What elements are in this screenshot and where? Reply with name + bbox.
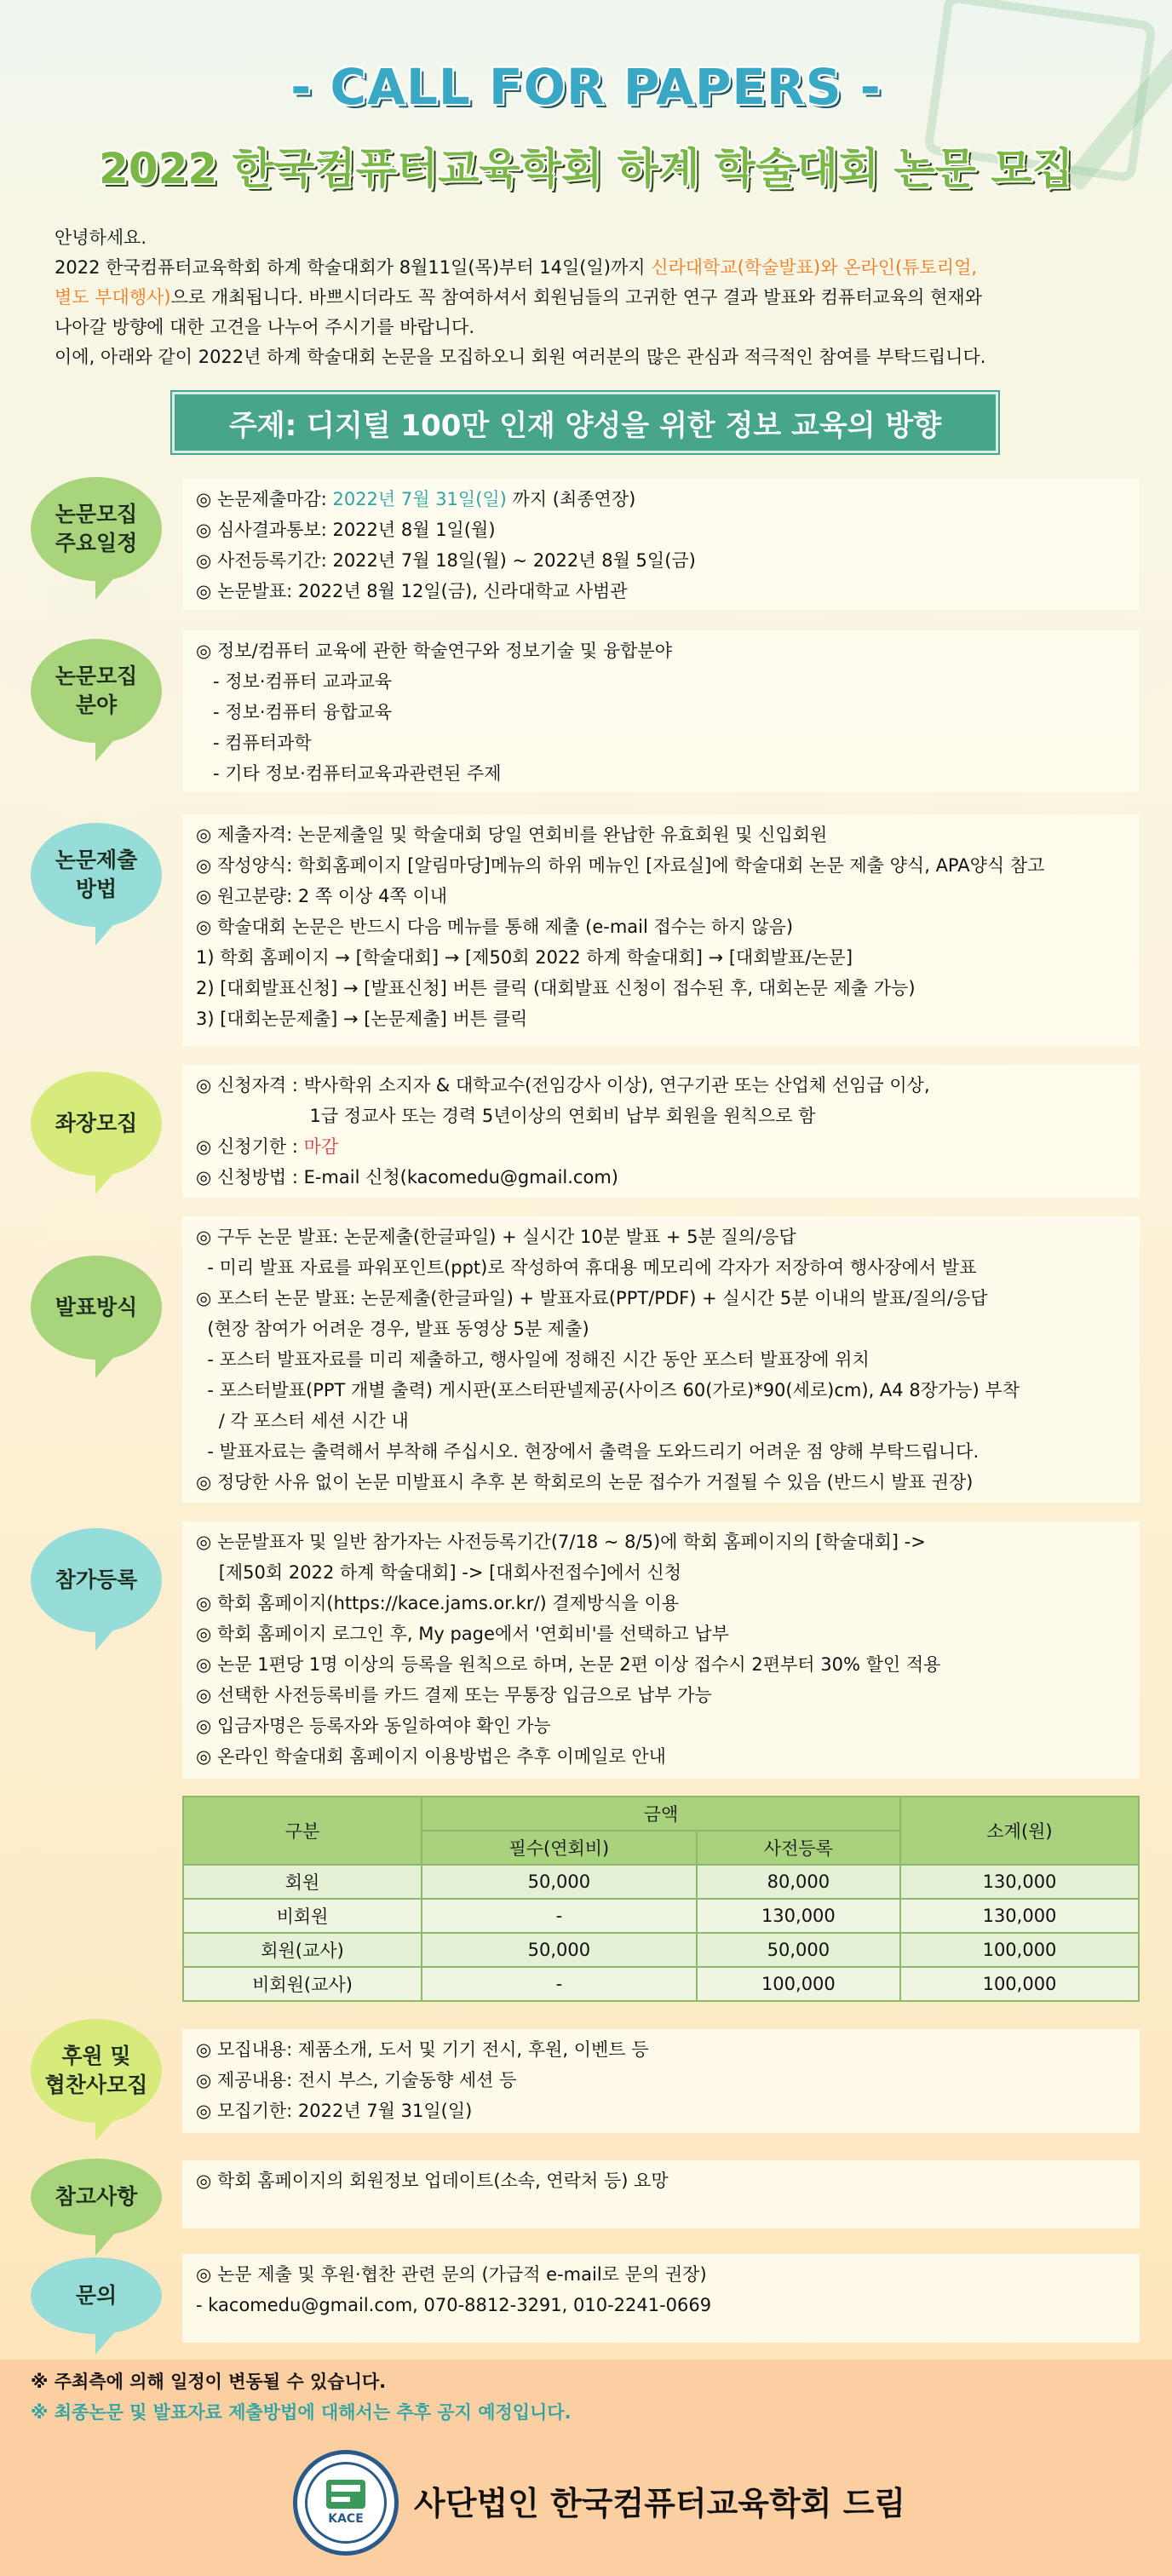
chair-label-text: 좌장모집	[55, 1111, 138, 1136]
field-line: - 기타 정보·컴퓨터교육과관련된 주제	[196, 763, 502, 784]
intro-line-3: 나아갈 방향에 대한 고견을 나누어 주시기를 바랍니다.	[55, 317, 475, 337]
presentation-line: ◎ 정당한 사유 없이 논문 미발표시 추후 본 학회로의 논문 접수가 거절될 수 있음 (반드시 발표 권장)	[196, 1472, 974, 1492]
fee-category: 회원(교사)	[183, 1933, 422, 1967]
registration-box	[182, 1521, 1140, 1779]
chair-box	[182, 1065, 1140, 1198]
intro-line-2-text: 으로 개최됩니다. 바쁘시더라도 꼭 참여하셔서 회원님들의 고귀한 연구 결과 발표와 컴퓨터교육의 현재와	[170, 287, 982, 308]
sponsor-line: ◎ 모집내용: 제품소개, 도서 및 기기 전시, 후원, 이벤트 등	[196, 2039, 649, 2060]
submission-line: ◎ 제출자격: 논문제출일 및 학술대회 당일 연회비를 완납한 유효회원 및 신입회원	[196, 825, 828, 845]
reference-box	[182, 2160, 1140, 2228]
sponsor-line: ◎ 모집기한: 2022년 7월 31일(일)	[196, 2101, 473, 2121]
theme-banner: 주제: 디지털 100만 인재 양성을 위한 정보 교육의 방향	[172, 392, 998, 453]
field-line: - 정보·컴퓨터 융합교육	[196, 702, 393, 722]
submission-line: 3) [대회논문제출] → [논문제출] 버튼 클릭	[196, 1009, 528, 1029]
registration-line: ◎ 학회 홈페이지 로그인 후, My page에서 '연회비'를 선택하고 납부	[196, 1624, 729, 1644]
table-row	[183, 1933, 1139, 1967]
fee-prereg: 50,000	[697, 1933, 900, 1967]
venue-highlight: 신라대학교(학술발표)와 온라인(튜토리얼,	[651, 257, 978, 278]
deadline-prefix: ◎ 논문제출마감:	[196, 489, 333, 509]
logo-seal	[305, 2462, 387, 2544]
registration-line: ◎ 입금자명은 등록자와 동일하여야 확인 가능	[196, 1716, 551, 1736]
fee-header-amount: 금액	[422, 1797, 900, 1831]
submission-box	[182, 814, 1140, 1046]
chair-line: ◎ 신청방법 : E-mail 신청(kacomedu@gmail.com)	[196, 1167, 618, 1187]
registration-line: ◎ 학회 홈페이지(https://kace.jams.or.kr/) 결제방식을 이용	[196, 1593, 680, 1613]
fee-subtotal: 130,000	[900, 1865, 1139, 1899]
chair-line: ◎ 신청자격 : 박사학위 소지자 & 대학교수(전임강사 이상), 연구기관 또는 산업체 선임급 이상,	[196, 1075, 930, 1095]
field-label	[31, 639, 162, 743]
sponsor-label-line-2: 협찬사모집	[44, 2073, 148, 2097]
presentation-line: - 미리 발표 자료를 파워포인트(ppt)로 작성하여 휴대용 메모리에 각자가 저장하여 행사장에서 발표	[196, 1257, 977, 1278]
fee-category: 회원	[183, 1865, 422, 1899]
sponsor-line: ◎ 제공내용: 전시 부스, 기술동향 세션 등	[196, 2070, 517, 2090]
sponsor-box	[182, 2029, 1140, 2133]
chair-deadline-value: 마감	[303, 1136, 339, 1157]
bubble-tail	[95, 574, 118, 600]
chair-line: 1급 정교사 또는 경력 5년이상의 연회비 납부 회원을 원칙으로 함	[196, 1106, 816, 1126]
inquiry-contact: - kacomedu@gmail.com, 070-8812-3291, 010-2241-0669	[196, 2295, 712, 2315]
bubble-tail	[95, 920, 118, 946]
field-line: - 컴퓨터과학	[196, 733, 312, 753]
submission-line: ◎ 작성양식: 학회홈페이지 [알림마당]메뉴의 하위 메뉴인 [자료실]에 학술대회 논문 제출 양식, APA양식 참고	[196, 855, 1045, 876]
fee-subtotal: 130,000	[900, 1899, 1139, 1933]
inquiry-label	[31, 2257, 162, 2334]
sponsor-label-line-1: 후원 및	[61, 2044, 131, 2068]
inquiry-line: ◎ 논문 제출 및 후원·협찬 관련 문의 (가급적 e-mail로 문의 권장)	[196, 2264, 707, 2285]
registration-line: ◎ 온라인 학술대회 홈페이지 이용방법은 추후 이메일로 안내	[196, 1746, 666, 1767]
fee-required: -	[422, 1899, 697, 1933]
schedule-line: ◎ 사전등록기간: 2022년 7월 18일(월) ~ 2022년 8월 5일(금)	[196, 550, 696, 571]
inquiry-box	[182, 2254, 1140, 2343]
submission-label-line-1: 논문제출	[55, 848, 138, 872]
reference-label	[31, 2159, 162, 2235]
schedule-change-note: ※ 주최측에 의해 일정이 변동될 수 있습니다.	[31, 2372, 387, 2392]
registration-label-text: 참가등록	[55, 1567, 138, 1592]
deadline-suffix: 까지 (최종연장)	[506, 489, 636, 509]
table-row	[183, 1899, 1139, 1933]
logo-mark-icon	[326, 2480, 365, 2509]
submission-line: ◎ 학술대회 논문은 반드시 다음 메뉴를 통해 제출 (e-mail 접수는 하지 않음)	[196, 917, 794, 937]
registration-line: ◎ 논문발표자 및 일반 참가자는 사전등록기간(7/18 ~ 8/5)에 학회 홈페이지의 [학술대회] ->	[196, 1532, 926, 1552]
presentation-label	[31, 1256, 162, 1360]
deadline-date: 2022년 7월 31일(일)	[332, 489, 507, 509]
field-box	[182, 630, 1140, 792]
registration-line: [제50회 2022 하계 학술대회] -> [대회사전접수]에서 신청	[196, 1562, 682, 1583]
bubble-tail	[95, 1353, 118, 1378]
fee-prereg: 100,000	[697, 1967, 900, 2001]
organization-signature: 사단법인 한국컴퓨터교육학회 드림	[414, 2485, 906, 2522]
fee-header-subtotal: 소계(원)	[900, 1797, 1139, 1865]
submission-line: 2) [대회발표신청] → [발표신청] 버튼 클릭 (대회발표 신청이 접수된 후, 대회논문 제출 가능)	[196, 978, 916, 998]
fee-subtotal: 100,000	[900, 1967, 1139, 2001]
presentation-box	[182, 1216, 1140, 1503]
presentation-line: - 포스터발표(PPT 개별 출력) 게시판(포스터판넬제공(사이즈 60(가로)*90(세로)cm), A4 8장가능) 부착	[196, 1380, 1020, 1400]
bubble-tail	[95, 2329, 118, 2355]
intro-text	[55, 223, 1128, 372]
logo-text: KACE	[328, 2512, 364, 2526]
bubble-tail	[95, 1625, 118, 1651]
registration-line: ◎ 논문 1편당 1명 이상의 등록을 원칙으로 하며, 논문 2편 이상 접수시 2편부터 30% 할인 적용	[196, 1654, 941, 1675]
fee-category: 비회원(교사)	[183, 1967, 422, 2001]
table-row	[183, 1967, 1139, 2001]
presentation-line: ◎ 구두 논문 발표: 논문제출(한글파일) + 실시간 10분 발표 + 5분 질의/응답	[196, 1227, 796, 1247]
schedule-label	[31, 477, 162, 581]
field-label-line-2: 분야	[75, 693, 118, 717]
final-paper-note: ※ 최종논문 및 발표자료 제출방법에 대해서는 추후 공지 예정입니다.	[31, 2402, 572, 2423]
chair-label	[31, 1072, 162, 1176]
intro-line-4: 이에, 아래와 같이 2022년 하계 학술대회 논문을 모집하오니 회원 여러분의 많은 관심과 적극적인 참여를 부탁드립니다.	[55, 347, 986, 367]
schedule-label-line-1: 논문모집	[55, 502, 138, 526]
footer-notes	[31, 2366, 572, 2428]
intro-line-1	[55, 253, 1128, 283]
bubble-tail	[95, 736, 118, 762]
venue-highlight-2: 별도 부대행사)	[55, 287, 171, 308]
fee-header-category: 구분	[183, 1797, 422, 1865]
presentation-line: (현장 참여가 어려운 경우, 발표 동영상 5분 제출)	[196, 1319, 589, 1339]
fee-required: 50,000	[422, 1933, 697, 1967]
schedule-line: ◎ 심사결과통보: 2022년 8월 1일(월)	[196, 520, 496, 540]
presentation-line: - 포스터 발표자료를 미리 제출하고, 행사일에 정해진 시간 동안 포스터 발표장에 위치	[196, 1349, 870, 1370]
fee-prereg: 80,000	[697, 1865, 900, 1899]
submission-line: 1) 학회 홈페이지 → [학술대회] → [제50회 2022 하계 학술대회] → [대회발표/논문]	[196, 947, 853, 968]
kace-logo-icon	[293, 2450, 399, 2556]
fee-subtotal: 100,000	[900, 1933, 1139, 1967]
submission-label-line-2: 방법	[75, 877, 118, 901]
reference-line: ◎ 학회 홈페이지의 회원정보 업데이트(소속, 연락처 등) 요망	[196, 2171, 669, 2191]
chair-deadline-prefix: ◎ 신청기한 :	[196, 1136, 304, 1157]
presentation-line: / 각 포스터 세션 시간 내	[196, 1411, 409, 1431]
fee-prereg: 130,000	[697, 1899, 900, 1933]
sponsor-label	[31, 2019, 162, 2123]
fee-required: -	[422, 1967, 697, 2001]
fee-required: 50,000	[422, 1865, 697, 1899]
presentation-label-text: 발표방식	[55, 1295, 138, 1320]
fee-table	[182, 1796, 1140, 2002]
bubble-tail	[95, 2230, 118, 2256]
reference-label-text: 참고사항	[55, 2184, 138, 2209]
schedule-box	[182, 479, 1140, 610]
registration-label	[31, 1528, 162, 1632]
fee-category: 비회원	[183, 1899, 422, 1933]
schedule-label-line-2: 주요일정	[55, 531, 138, 555]
field-line: ◎ 정보/컴퓨터 교육에 관한 학술연구와 정보기술 및 융합분야	[196, 641, 672, 661]
bubble-tail	[95, 2116, 118, 2142]
bubble-tail	[95, 1169, 118, 1194]
submission-label	[31, 823, 162, 927]
presentation-line: - 발표자료는 출력해서 부착해 주십시오. 현장에서 출력을 도와드리기 어려운 점 양해 부탁드립니다.	[196, 1441, 980, 1462]
conference-title: 2022 한국컴퓨터교육학회 하계 학술대회 논문 모집	[99, 144, 1073, 193]
intro-line-2	[55, 283, 1128, 313]
field-line: - 정보·컴퓨터 교과교육	[196, 671, 393, 692]
registration-line: ◎ 선택한 사전등록비를 카드 결제 또는 무통장 입금으로 납부 가능	[196, 1685, 712, 1705]
table-row	[183, 1865, 1139, 1899]
inquiry-label-text: 문의	[75, 2283, 118, 2308]
intro-line-1-text: 2022 한국컴퓨터교육학회 하계 학술대회가 8월11일(목)부터 14일(일)까지	[55, 257, 652, 278]
call-for-papers-title: - CALL FOR PAPERS -	[290, 58, 882, 116]
chair-deadline	[196, 1131, 1126, 1162]
fee-header-required: 필수(연회비)	[422, 1831, 697, 1865]
presentation-line: ◎ 포스터 논문 발표: 논문제출(한글파일) + 발표자료(PPT/PDF) + 실시간 5분 이내의 발표/질의/응답	[196, 1288, 988, 1308]
schedule-deadline	[196, 484, 1126, 515]
field-label-line-1: 논문모집	[55, 664, 138, 688]
intro-greeting: 안녕하세요.	[55, 227, 147, 248]
schedule-line: ◎ 논문발표: 2022년 8월 12일(금), 신라대학교 사범관	[196, 581, 628, 601]
submission-line: ◎ 원고분량: 2 쪽 이상 4쪽 이내	[196, 886, 448, 906]
fee-header-prereg: 사전등록	[697, 1831, 900, 1865]
